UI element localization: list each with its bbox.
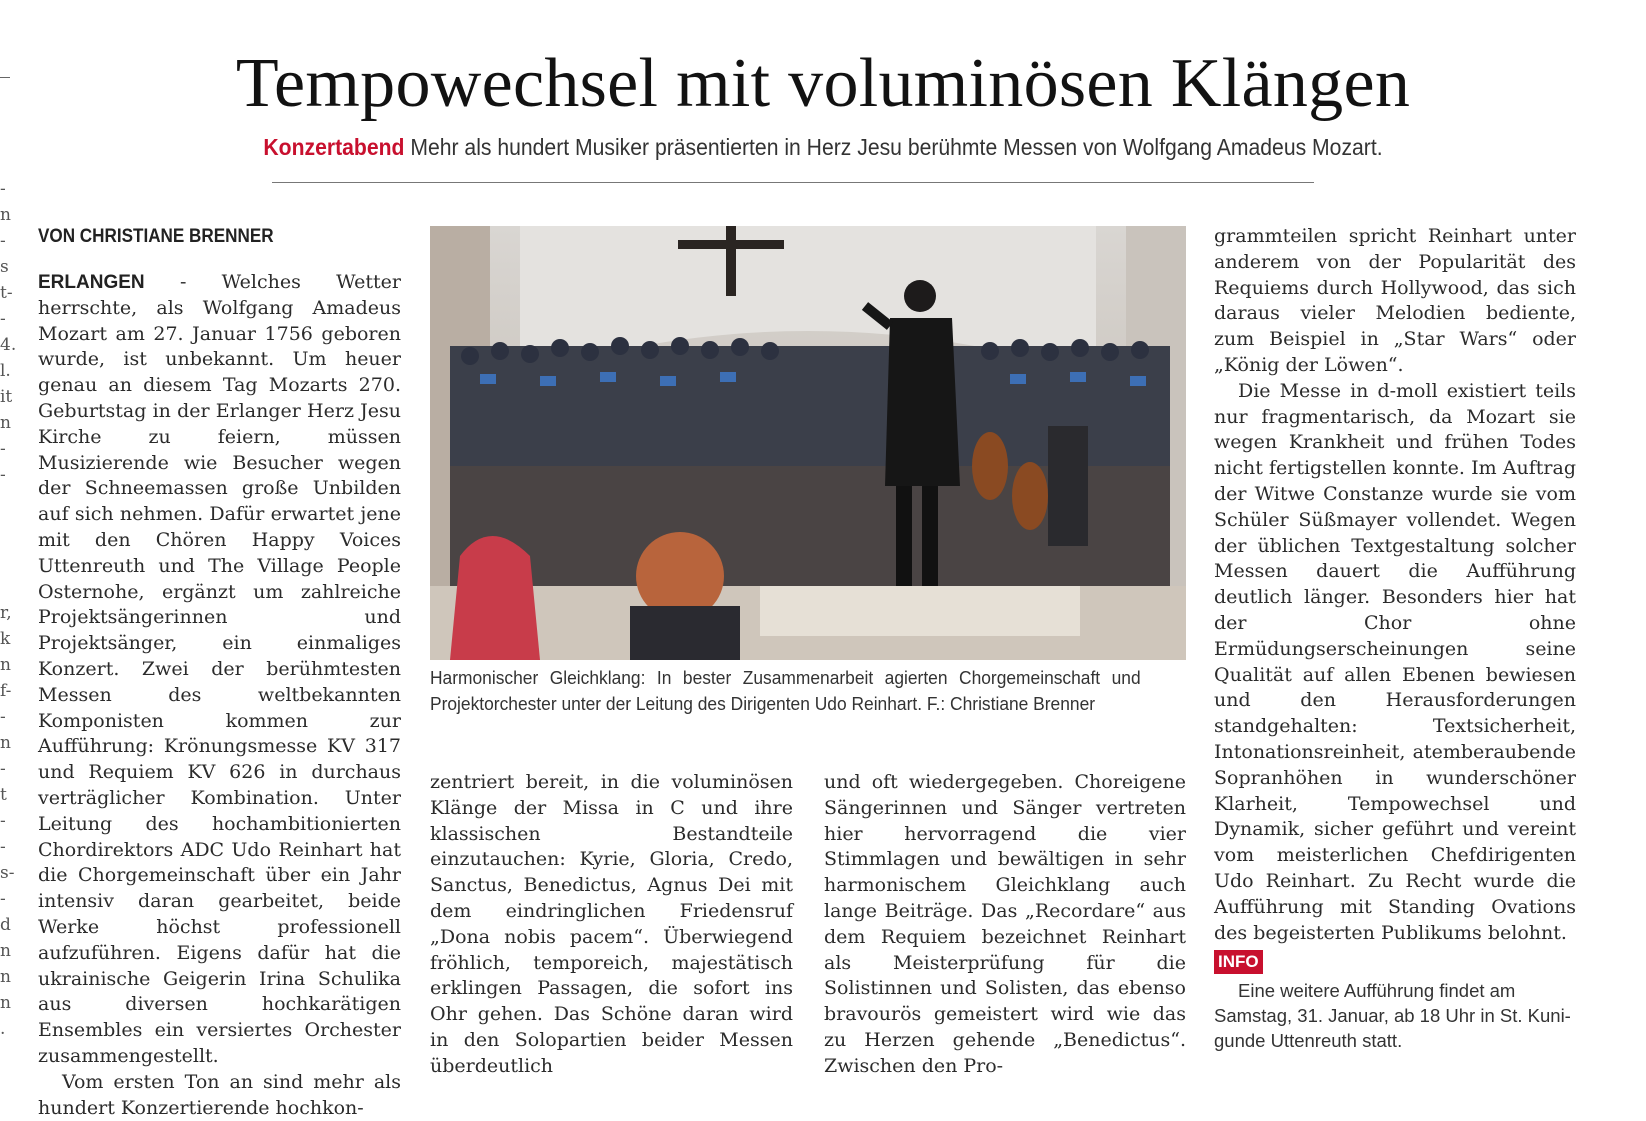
neighbor-column-fragment-top: [0, 176, 17, 488]
paragraph: und oft wiedergegeben. Choreigene Sängerinnen und Sänger vertreten hier hervorragend die vier Stimmlagen und bewältigen in sehr harmonischem Gleichklang auch lange Beiträge. Das „Recordare“ aus dem Requiem bezeichnet Reinhart als Meisterprüfung für die Solistinnen und Solisten, das ebenso bravourös gemeistert wird wie das zu Herzen gehende „Benedictus“. Zwischen den Pro-: [824, 771, 1186, 1077]
paragraph: Vom ersten Ton an sind mehr als hundert Konzertierende hochkon-: [38, 1070, 401, 1119]
dateline: ERLANGEN: [38, 272, 145, 293]
edge-fragment: n: [0, 205, 11, 225]
paragraph: zentriert bereit, in die voluminösen Klänge der Missa in C und ihre klassischen Bestandteile einzutauchen: Kyrie, Gloria, Credo, Sanctus, Benedictus, Agnus Dei mit dem eindringlichen Friedensruf „Dona nobis pacem“. Überwiegend fröhlich, temporeich, majestätisch erklingen Passagen, die sofort ins Ohr gehen. Das Schöne daran wird in den Solopartien beider Messen überdeutlich: [430, 771, 793, 1077]
neighbor-column-fragment-bottom: [0, 600, 15, 1042]
paragraph: [38, 270, 401, 1070]
edge-fragment: -: [0, 465, 6, 485]
paragraph: Die Messe in d-moll existiert teils nur fragmentarisch, da Mozart sie wegen Krankheit und frühen Todes nicht fertigstellen konnte. Im Auftrag der Witwe Constanze wurde sie vom Schüler Süßmayer vollendet. Wegen der üblichen Textgestaltung solcher Messen dauert die Aufführung deutlich länger. Besonders hier hat der Chor ohne Ermüdungserscheinungen seine Qualität auf allen Ebenen bewiesen und den Herausforderungen standgehalten: Textsicherheit, Intonationsreinheit, atemberaubende Sopranhöhen in wunderschöner Klarheit, Tempowechsel und Dynamik, sicher geführt und vereint vom meisterlichen Chefdirigenten Udo Reinhart. Zu Recht wurde die Aufführung mit Standing Ovations des begeisterten Publikums belohnt.: [1214, 379, 1576, 944]
kicker: Konzertabend: [263, 134, 405, 160]
edge-fragment: n: [0, 413, 11, 433]
subline: [66, 132, 1580, 162]
photo-caption: Harmonischer Gleichklang: In bester Zusammenarbeit agierten Chorgemeinschaft und Projektorchester unter der Leitung des Dirigenten Udo Reinhart. F.: Christiane Brenner: [430, 667, 1141, 714]
edge-fragment: -: [0, 309, 6, 329]
info-line: Samstag, 31. Januar, ab 18 Uhr in St. Kuni-: [1214, 1005, 1571, 1026]
byline: VON CHRISTIANE BRENNER: [38, 226, 274, 247]
edge-fragment: n: [0, 941, 11, 961]
edge-fragment: f-: [0, 681, 12, 701]
header-rule: [272, 182, 1314, 183]
edge-fragment: 4.: [0, 335, 17, 355]
edge-fragment: -: [0, 759, 6, 779]
edge-fragment: .: [0, 1019, 6, 1039]
edge-fragment: n: [0, 655, 11, 675]
edge-fragment: -: [0, 889, 6, 909]
edge-fragment: -: [0, 439, 6, 459]
subline-text: Mehr als hundert Musiker präsentierten in Herz Jesu berühmte Messen von Wolfgang Amadeus Mozart.: [404, 134, 1383, 160]
concert-photo: [430, 226, 1186, 660]
edge-fragment: n: [0, 967, 11, 987]
info-line: Eine weitere Aufführung findet am: [1238, 980, 1516, 1001]
edge-fragment: n: [0, 993, 11, 1013]
edge-fragment: -: [0, 811, 6, 831]
edge-fragment: -: [0, 707, 6, 727]
article-column-4: [1214, 224, 1576, 946]
paragraph-text: - Welches Wetter herrschte, als Wolfgang Amadeus Mozart am 27. Januar 1756 geboren wurde, ist unbekannt. Um heuer genau an diesem Tag Mozarts 270. Geburtstag in der Erlanger Herz Jesu Kirche zu feiern, müssen Musizierende wie Besucher wegen der Schneemassen große Unbilden auf sich nehmen. Dafür erwartet jene mit den Chören Happy Voices Uttenreuth und The Village People Osternohe, ergänzt um zahlreiche Projektsängerinnen und Projektsänger, ein einmaliges Konzert. Zwei der berühmtesten Messen des weltbekannten Komponisten kommen zur Aufführung: Krönungsmesse KV 317 und Requiem KV 626 in durchaus verträglicher Kombination. Unter Leitung des hochambitionierten Chordirektors ADC Udo Reinhart hat die Chorgemeinschaft über ein Jahr intensiv daran gearbeitet, beide Werke höchst professionell aufzuführen. Eigens dafür hat die ukrainische Geigerin Irina Schulika aus diversen hochkarätigen Ensembles ein versiertes Orchester zusammengestellt.: [38, 271, 401, 1067]
edge-fragment: -: [0, 179, 6, 199]
edge-fragment: d: [0, 915, 11, 935]
article-column-2: [430, 770, 793, 1080]
paragraph: grammteilen spricht Reinhart unter anderem von der Popularität des Requiems durch Hollywood, das sich daraus vieler Melodien bediente, zum Beispiel in „Star Wars“ oder „König der Löwen“.: [1214, 225, 1576, 376]
info-box: [1214, 978, 1576, 1053]
edge-fragment: n: [0, 733, 11, 753]
edge-fragment: -: [0, 837, 6, 857]
info-badge: INFO: [1214, 950, 1263, 974]
edge-fragment: it: [0, 387, 13, 407]
article-column-1: [38, 270, 401, 1121]
edge-fragment: -: [0, 231, 6, 251]
info-line: gunde Uttenreuth statt.: [1214, 1030, 1403, 1051]
edge-fragment: s: [0, 257, 9, 277]
article-column-3: [824, 770, 1186, 1080]
concert-photo-illustration: [430, 226, 1186, 660]
edge-fragment: t-: [0, 283, 13, 303]
edge-fragment: k: [0, 629, 11, 649]
edge-fragment: s-: [0, 863, 15, 883]
edge-fragment: t: [0, 785, 7, 805]
edge-fragment: r,: [0, 603, 12, 623]
edge-fragment: l.: [0, 361, 11, 381]
headline: Tempowechsel mit voluminösen Klängen: [235, 45, 1411, 122]
